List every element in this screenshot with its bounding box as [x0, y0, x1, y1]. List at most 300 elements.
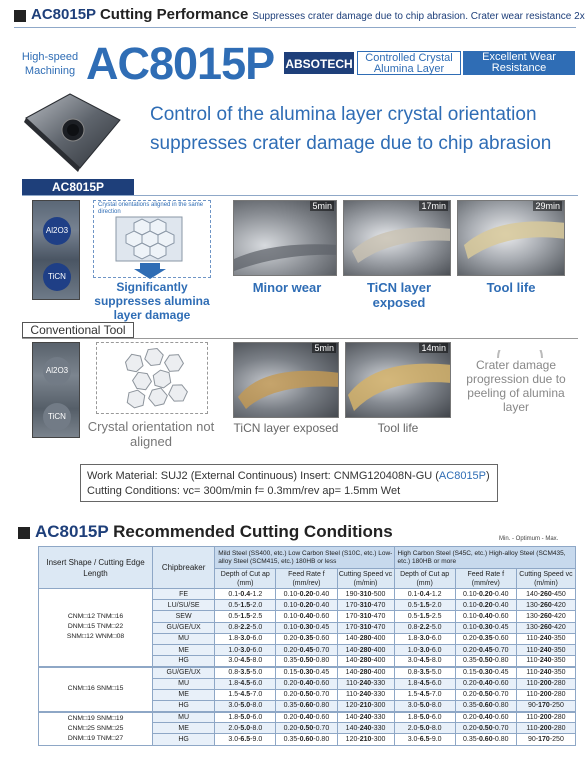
- conditions-title: [35, 522, 393, 542]
- condition-optimum: 280: [359, 646, 372, 654]
- condition-optimum: 5.0: [419, 702, 430, 710]
- condition-optimum: 240: [539, 657, 552, 665]
- chipbreaker-cell: GU/GE/UX: [153, 667, 215, 678]
- condition-optimum: 0.20: [478, 601, 493, 609]
- condition-cell: [276, 600, 337, 611]
- condition-cell: [215, 723, 276, 734]
- condition-optimum: 5.0: [240, 713, 251, 721]
- condition-optimum: 0.60: [299, 736, 314, 744]
- subheader-feed-1: Feed Rate f (mm/rev): [276, 569, 337, 589]
- ac-section-divider: [22, 195, 578, 196]
- condition-optimum: 240: [359, 713, 372, 721]
- condition-optimum: 0.4: [419, 590, 430, 598]
- condition-min: 170-: [345, 601, 360, 609]
- condition-cell: [394, 611, 455, 622]
- condition-min: 1.5-: [228, 691, 241, 699]
- condition-max: -0.70: [492, 646, 509, 654]
- condition-max: -450: [551, 590, 566, 598]
- condition-cell: [394, 600, 455, 611]
- condition-min: 140-: [345, 713, 360, 721]
- condition-max: -400: [371, 646, 386, 654]
- condition-optimum: 0.30: [299, 624, 314, 632]
- work-line-1-grade: AC8015P: [438, 470, 487, 482]
- condition-max: -2.0: [429, 601, 442, 609]
- condition-optimum: 6.5: [240, 736, 251, 744]
- condition-cell: [516, 723, 575, 734]
- condition-cell: [215, 734, 276, 745]
- work-line-1-close: ): [486, 470, 490, 482]
- condition-cell: [337, 678, 394, 689]
- condition-max: -250: [549, 702, 564, 710]
- condition-max: -0.70: [492, 724, 509, 732]
- title-rest: Cutting Performance: [99, 6, 249, 23]
- condition-max: -6.0: [250, 635, 263, 643]
- condition-cell: [394, 723, 455, 734]
- condition-cell: [516, 678, 575, 689]
- condition-max: -400: [371, 657, 386, 665]
- condition-min: 0.8-: [228, 624, 241, 632]
- insert-shape-line: SNM□12 WNM□08: [66, 633, 125, 641]
- condition-max: -0.45: [313, 624, 330, 632]
- condition-min: 1.8-: [228, 635, 241, 643]
- condition-cell: [337, 723, 394, 734]
- condition-max: -2.0: [250, 601, 263, 609]
- condition-optimum: 0.50: [299, 657, 314, 665]
- chipbreaker-cell: MU: [153, 712, 215, 723]
- condition-cell: [516, 712, 575, 723]
- condition-optimum: 240: [539, 646, 552, 654]
- condition-min: 1.0-: [228, 646, 241, 654]
- conv-summary: Crystal orientation not aligned: [87, 419, 215, 449]
- subheader-speed-2: Cutting Speed vc (m/min): [516, 569, 575, 589]
- condition-cell: [215, 622, 276, 633]
- condition-min: 3.0-: [228, 702, 241, 710]
- condition-cell: [516, 689, 575, 700]
- condition-optimum: 310: [359, 612, 372, 620]
- condition-min: 0.35-: [463, 702, 479, 710]
- condition-min: 1.8-: [407, 713, 420, 721]
- condition-max: -9.0: [250, 736, 263, 744]
- condition-optimum: 3.5: [419, 669, 430, 677]
- condition-min: 110-: [526, 724, 540, 732]
- condition-cell: [516, 734, 575, 745]
- condition-optimum: 0.40: [299, 713, 314, 721]
- condition-min: 1.8-: [407, 635, 420, 643]
- condition-max: -400: [371, 635, 386, 643]
- condition-optimum: 170: [538, 702, 550, 710]
- condition-optimum: 3.0: [240, 635, 251, 643]
- subheader-doc-1: Depth of Cut ap (mm): [215, 569, 276, 589]
- condition-optimum: 4.5: [419, 680, 430, 688]
- conv-photo-2-time: 14min: [421, 343, 446, 353]
- condition-cell: [337, 656, 394, 667]
- condition-cell: [337, 622, 394, 633]
- condition-max: -0.80: [313, 657, 330, 665]
- condition-cell: [455, 689, 516, 700]
- condition-min: 0.20-: [283, 691, 300, 699]
- condition-optimum: 280: [359, 669, 372, 677]
- condition-min: 1.8-: [228, 713, 241, 721]
- condition-max: -8.0: [250, 657, 263, 665]
- condition-cell: [455, 723, 516, 734]
- ac-diagram-caption: Crystal orientations aligned in the same direction: [98, 202, 204, 215]
- condition-optimum: 240: [539, 669, 552, 677]
- chipbreaker-cell: MU: [153, 678, 215, 689]
- condition-cell: [455, 633, 516, 644]
- condition-cell: [337, 712, 394, 723]
- group2-header: High Carbon Steel (S45C, etc.) High-alloy Steel (SCM435, etc.) 180HB or more: [394, 547, 575, 569]
- condition-optimum: 0.30: [478, 669, 493, 677]
- condition-cell: [455, 622, 516, 633]
- condition-max: -0.60: [492, 680, 509, 688]
- condition-cell: [394, 633, 455, 644]
- condition-max: -280: [551, 724, 566, 732]
- conv-photo-1: [233, 342, 339, 418]
- condition-max: -0.45: [492, 624, 509, 632]
- condition-max: -0.80: [313, 702, 330, 710]
- condition-cell: [516, 656, 575, 667]
- hero-label: High-speed Machining: [21, 51, 79, 77]
- ac-summary: Significantly suppresses alumina layer damage: [94, 280, 210, 322]
- condition-min: 0.20-: [283, 635, 300, 643]
- condition-optimum: 280: [359, 657, 372, 665]
- condition-cell: [337, 689, 394, 700]
- condition-min: 0.10-: [463, 590, 479, 598]
- insert-shape-line: CNM□16 SNM□15: [67, 685, 124, 693]
- condition-cell: [516, 667, 575, 678]
- condition-cell: [337, 589, 394, 600]
- condition-max: -280: [551, 713, 566, 721]
- condition-cell: [215, 644, 276, 655]
- condition-cell: [215, 600, 276, 611]
- condition-max: -420: [551, 612, 566, 620]
- condition-optimum: 0.30: [299, 669, 314, 677]
- condition-min: 0.8-: [407, 624, 420, 632]
- condition-max: -0.80: [492, 702, 509, 710]
- absotech-logo: ABSOTECH: [284, 52, 354, 74]
- condition-cell: [276, 667, 337, 678]
- condition-optimum: 0.60: [478, 702, 493, 710]
- ac-layer-top-label: Al2O3: [43, 217, 71, 245]
- condition-min: 0.10-: [283, 624, 300, 632]
- unaligned-crystal-icon: [116, 346, 192, 412]
- condition-min: 0.5-: [228, 601, 241, 609]
- condition-max: -0.40: [492, 590, 509, 598]
- condition-cell: [394, 622, 455, 633]
- condition-min: 3.0-: [228, 736, 241, 744]
- title-subtitle: Suppresses crater damage due to chip abrasion. Crater wear resistance 2x: [252, 11, 585, 22]
- condition-optimum: 280: [359, 635, 372, 643]
- condition-min: 130-: [526, 624, 541, 632]
- condition-max: -0.60: [313, 680, 330, 688]
- condition-min: 2.0-: [228, 724, 241, 732]
- condition-cell: [516, 700, 575, 711]
- condition-cell: [455, 678, 516, 689]
- conditions-title-grade: AC8015P: [35, 522, 109, 541]
- condition-cell: [455, 667, 516, 678]
- chipbreaker-cell: HG: [153, 700, 215, 711]
- conv-photo-2-caption: Tool life: [377, 421, 419, 435]
- condition-optimum: 260: [540, 601, 552, 609]
- condition-cell: [455, 600, 516, 611]
- condition-min: 90-: [528, 702, 539, 710]
- condition-optimum: 0.35: [299, 635, 314, 643]
- condition-optimum: 0.60: [299, 702, 314, 710]
- condition-min: 90-: [528, 736, 539, 744]
- condition-cell: [276, 723, 337, 734]
- condition-cell: [455, 644, 516, 655]
- col-shape-header: Insert Shape / Cutting Edge Length: [39, 547, 153, 589]
- condition-min: 130-: [526, 601, 541, 609]
- ac-section-tag: AC8015P: [22, 179, 134, 195]
- condition-min: 0.20-: [283, 680, 300, 688]
- condition-min: 140-: [345, 724, 360, 732]
- condition-optimum: 240: [359, 691, 372, 699]
- condition-optimum: 2.2: [240, 624, 251, 632]
- condition-optimum: 170: [538, 736, 550, 744]
- condition-cell: [516, 633, 575, 644]
- condition-max: -250: [549, 736, 564, 744]
- hero-grade: AC8015P: [86, 38, 275, 89]
- condition-optimum: 260: [540, 590, 552, 598]
- ac-photo-3-time: 29min: [535, 201, 560, 211]
- condition-cell: [276, 611, 337, 622]
- condition-cell: [337, 611, 394, 622]
- condition-min: 0.5-: [407, 612, 420, 620]
- title-grade: AC8015P: [31, 6, 96, 23]
- aligned-crystal-icon: [110, 211, 190, 279]
- condition-max: -0.40: [313, 590, 330, 598]
- ac-photo-3: [457, 200, 565, 276]
- condition-max: -350: [551, 635, 566, 643]
- condition-max: -0.80: [492, 736, 509, 744]
- work-line-1: [87, 469, 491, 484]
- condition-min: 3.0-: [407, 702, 420, 710]
- condition-optimum: 1.5: [419, 601, 430, 609]
- condition-cell: [455, 734, 516, 745]
- condition-cell: [455, 712, 516, 723]
- condition-max: -6.0: [429, 635, 442, 643]
- condition-optimum: 0.20: [478, 590, 493, 598]
- condition-min: 110-: [345, 680, 360, 688]
- condition-cell: [394, 689, 455, 700]
- condition-optimum: 0.50: [299, 724, 314, 732]
- condition-min: 0.10-: [283, 612, 300, 620]
- insert-shape-line: CNM□19 SNM□19: [67, 714, 124, 722]
- insert-shape-cell: [39, 712, 153, 746]
- condition-min: 0.8-: [407, 669, 420, 677]
- condition-max: -0.70: [313, 724, 330, 732]
- insert-shape-cell: [39, 667, 153, 712]
- condition-cell: [516, 589, 575, 600]
- page-title: [31, 6, 585, 23]
- condition-max: -8.0: [250, 724, 263, 732]
- condition-cell: [394, 712, 455, 723]
- condition-min: 170-: [345, 624, 360, 632]
- col-chip-header: Chipbreaker: [153, 547, 215, 589]
- condition-cell: [516, 600, 575, 611]
- condition-cell: [276, 656, 337, 667]
- condition-max: -6.0: [250, 713, 263, 721]
- condition-optimum: 5.0: [419, 724, 430, 732]
- condition-max: -5.0: [250, 624, 263, 632]
- condition-min: 0.20-: [463, 635, 479, 643]
- group1-header: Mild Steel (SS400, etc.) Low Carbon Steel (S10C, etc.) Low-alloy Steel (SCM415, etc.) 180HB or less: [215, 547, 394, 569]
- table-row: [39, 667, 576, 678]
- insert-shape-line: DNM□15 TNM□22: [67, 623, 124, 631]
- condition-min: 110-: [526, 680, 540, 688]
- condition-optimum: 0.50: [478, 657, 493, 665]
- condition-optimum: 1.5: [240, 612, 251, 620]
- condition-min: 110-: [345, 691, 360, 699]
- condition-max: -0.45: [492, 669, 509, 677]
- chipbreaker-cell: LU/SU/SE: [153, 600, 215, 611]
- condition-optimum: 200: [539, 713, 552, 721]
- ac-photo-2: [343, 200, 451, 276]
- condition-cell: [337, 600, 394, 611]
- condition-cell: [394, 667, 455, 678]
- condition-cell: [516, 644, 575, 655]
- condition-cell: [276, 644, 337, 655]
- condition-max: -350: [551, 657, 566, 665]
- condition-optimum: 0.40: [299, 680, 314, 688]
- condition-min: 0.20-: [463, 724, 479, 732]
- condition-max: -5.0: [250, 669, 263, 677]
- condition-min: 0.5-: [407, 601, 420, 609]
- condition-optimum: 0.20: [299, 590, 314, 598]
- condition-max: -1.2: [250, 590, 263, 598]
- condition-min: 110-: [526, 657, 540, 665]
- condition-cell: [215, 700, 276, 711]
- condition-max: -0.60: [313, 713, 330, 721]
- ac-photo-1-caption: Minor wear: [252, 280, 322, 295]
- condition-optimum: 3.0: [419, 635, 430, 643]
- ac-photo-1: [233, 200, 337, 276]
- condition-max: -6.0: [250, 646, 263, 654]
- condition-optimum: 0.40: [478, 680, 493, 688]
- condition-cell: [276, 734, 337, 745]
- condition-optimum: 210: [359, 702, 372, 710]
- condition-max: -8.0: [429, 724, 442, 732]
- conv-layer-bottom-label: TiCN: [43, 403, 71, 431]
- condition-optimum: 0.50: [478, 724, 493, 732]
- condition-min: 0.1-: [228, 590, 241, 598]
- condition-min: 110-: [526, 713, 540, 721]
- condition-optimum: 0.50: [299, 691, 314, 699]
- condition-min: 140-: [345, 635, 360, 643]
- condition-optimum: 1.5: [419, 612, 430, 620]
- condition-min: 0.1-: [407, 590, 420, 598]
- condition-max: -470: [371, 624, 386, 632]
- condition-max: -0.60: [313, 612, 330, 620]
- condition-optimum: 0.60: [478, 736, 493, 744]
- condition-cell: [276, 712, 337, 723]
- conv-layer-top-label: Al2O3: [43, 357, 71, 385]
- condition-cell: [337, 667, 394, 678]
- condition-min: 3.0-: [407, 736, 420, 744]
- condition-min: 0.10-: [283, 590, 300, 598]
- condition-cell: [215, 689, 276, 700]
- condition-cell: [394, 734, 455, 745]
- condition-cell: [394, 644, 455, 655]
- conv-photo-1-time: 5min: [314, 343, 334, 353]
- condition-optimum: 310: [359, 601, 372, 609]
- condition-cell: [215, 667, 276, 678]
- condition-max: -2.5: [250, 612, 263, 620]
- condition-max: -330: [371, 691, 386, 699]
- condition-optimum: 5.0: [419, 713, 430, 721]
- condition-cell: [215, 712, 276, 723]
- condition-min: 120-: [345, 702, 360, 710]
- condition-max: -400: [371, 669, 386, 677]
- condition-cell: [276, 689, 337, 700]
- condition-min: 0.15-: [283, 669, 300, 677]
- condition-cell: [215, 656, 276, 667]
- condition-optimum: 240: [359, 724, 372, 732]
- condition-cell: [276, 700, 337, 711]
- condition-optimum: 2.2: [419, 624, 430, 632]
- condition-optimum: 0.45: [299, 646, 314, 654]
- condition-optimum: 0.4: [240, 590, 251, 598]
- condition-min: 170-: [345, 612, 360, 620]
- conditions-table: [38, 546, 576, 746]
- badge-wear-resistance: Excellent Wear Resistance: [463, 51, 575, 75]
- condition-max: -0.60: [492, 713, 509, 721]
- condition-optimum: 4.5: [419, 691, 430, 699]
- conditions-square: [18, 527, 30, 539]
- condition-max: -9.0: [429, 736, 442, 744]
- conv-layer-cross-section: [32, 342, 80, 438]
- condition-min: 3.0-: [407, 657, 420, 665]
- conv-section-divider: [22, 338, 578, 339]
- condition-max: -6.0: [429, 646, 442, 654]
- ac-photo-1-time: 5min: [312, 201, 332, 211]
- condition-max: -0.80: [492, 657, 509, 665]
- condition-cell: [215, 678, 276, 689]
- work-line-2: Cutting Conditions: vc= 300m/min f= 0.3mm/rev ap= 1.5mm Wet: [87, 485, 401, 497]
- condition-min: 0.10-: [463, 601, 479, 609]
- condition-cell: [394, 656, 455, 667]
- condition-optimum: 200: [539, 680, 552, 688]
- header-square: [14, 10, 26, 22]
- condition-max: -420: [551, 624, 566, 632]
- condition-cell: [394, 700, 455, 711]
- condition-min: 0.20-: [283, 646, 300, 654]
- condition-min: 0.35-: [463, 657, 479, 665]
- condition-max: -470: [371, 601, 386, 609]
- condition-max: -0.70: [313, 646, 330, 654]
- condition-optimum: 1.5: [240, 601, 251, 609]
- table-row: [39, 589, 576, 600]
- condition-min: 0.20-: [283, 724, 300, 732]
- condition-max: -0.40: [313, 601, 330, 609]
- conv-photo-1-caption: TiCN layer exposed: [233, 421, 339, 435]
- hero-tagline: Control of the alumina layer crystal orientation suppresses crater damage due to chip abrasion: [150, 104, 552, 154]
- insert-shape-cell: [39, 589, 153, 667]
- condition-min: 110-: [526, 669, 540, 677]
- condition-min: 0.35-: [463, 736, 479, 744]
- condition-max: -6.0: [250, 680, 263, 688]
- condition-max: -8.0: [429, 702, 442, 710]
- insert-shape-line: CNM□12 TNM□16: [67, 613, 124, 621]
- chipbreaker-cell: HG: [153, 734, 215, 745]
- condition-optimum: 4.5: [240, 691, 251, 699]
- condition-min: 1.8-: [228, 680, 241, 688]
- condition-min: 140-: [345, 646, 360, 654]
- ac-photo-2-caption: TiCN layer exposed: [366, 280, 432, 310]
- condition-min: 110-: [526, 646, 540, 654]
- condition-max: -0.40: [492, 601, 509, 609]
